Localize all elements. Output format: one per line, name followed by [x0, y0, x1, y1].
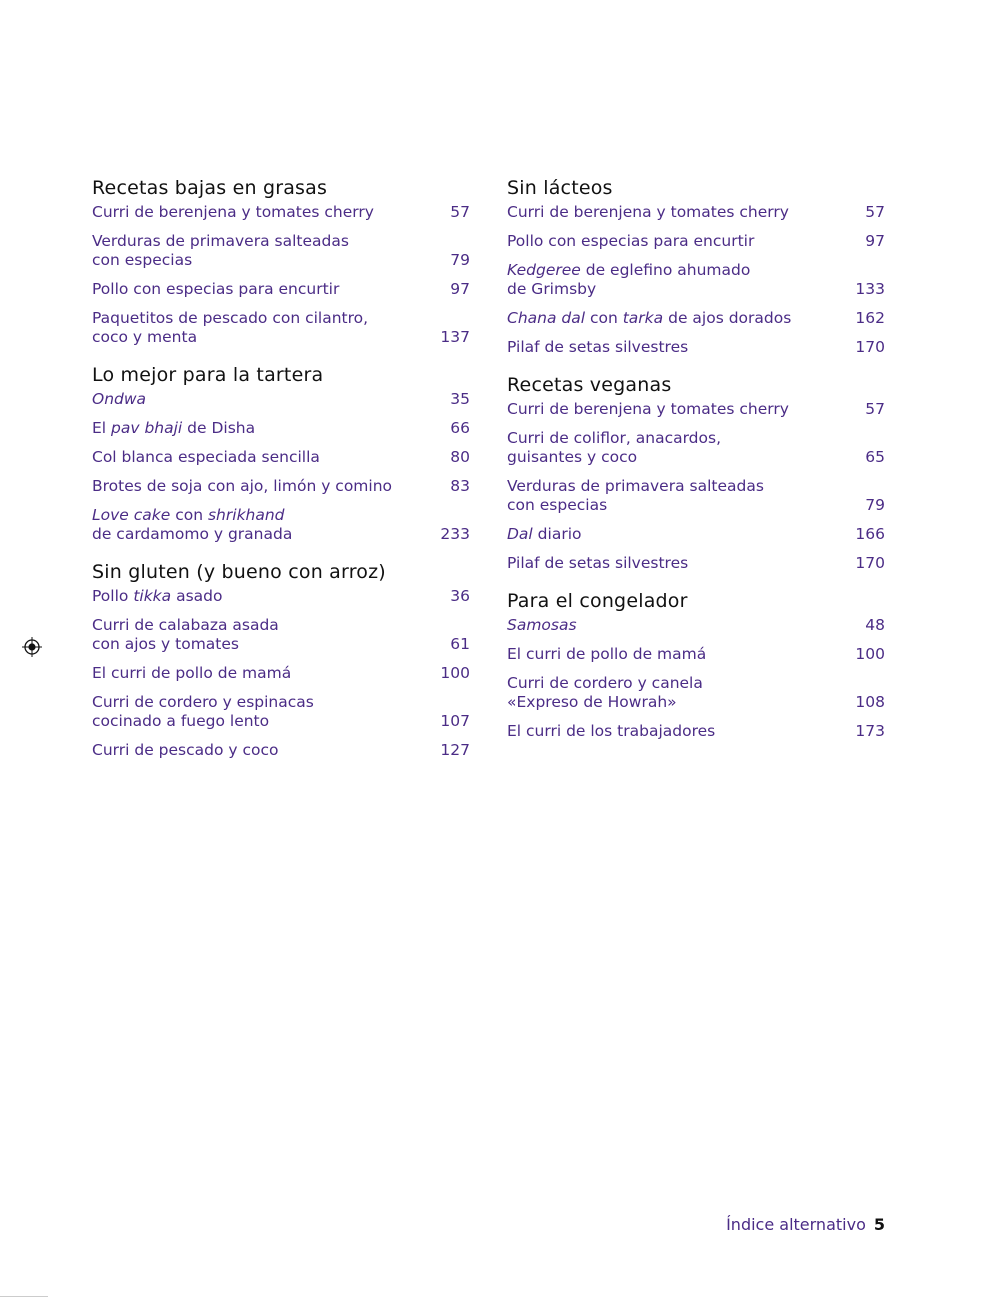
- entry-title-part: Curri de berenjena y tomates cherry: [507, 203, 789, 221]
- entry-page-number: 35: [450, 390, 470, 408]
- entry-page-number: 48: [865, 616, 885, 634]
- entry-page-number: 100: [855, 645, 885, 663]
- entry-title: [507, 338, 855, 357]
- entry-title-part: Curri de cordero y espinacas cocinado a fuego lento: [92, 693, 314, 730]
- entry-title-part: Curri de calabaza asada con ajos y tomates: [92, 616, 279, 653]
- entry-title-part: Col blanca especiada sencilla: [92, 448, 320, 466]
- entry-title-italic-part: pav bhaji: [111, 419, 183, 437]
- entry-title: [92, 587, 450, 606]
- index-entry: [507, 525, 885, 544]
- entry-title-part: Pollo con especias para encurtir: [507, 232, 755, 250]
- entry-title: [507, 261, 855, 299]
- entry-title-italic-part: Ondwa: [92, 390, 147, 408]
- entry-page-number: 133: [855, 280, 885, 298]
- section-title: Para el congelador: [507, 590, 688, 612]
- entry-title-part: Verduras de primavera salteadas con especias: [507, 477, 764, 514]
- index-entry: [507, 429, 885, 467]
- index-entry: [92, 419, 470, 438]
- entry-title-part: de ajos dorados: [663, 309, 792, 327]
- entry-title-italic-part: tikka: [133, 587, 172, 605]
- entry-page-number: 80: [450, 448, 470, 466]
- entry-title-part: con: [585, 309, 623, 327]
- entry-page-number: 97: [865, 232, 885, 250]
- entry-title-part: El curri de pollo de mamá: [92, 664, 292, 682]
- entry-page-number: 36: [450, 587, 470, 605]
- entry-title-part: Brotes de soja con ajo, limón y comino: [92, 477, 393, 495]
- entry-page-number: 137: [440, 328, 470, 346]
- entry-title-part: Curri de pescado y coco: [92, 741, 279, 759]
- right-column: [507, 174, 885, 755]
- entry-title: [92, 448, 450, 467]
- registration-mark-icon: [22, 637, 42, 657]
- entry-title-part: Curri de cordero y canela «Expreso de Howrah»: [507, 674, 703, 711]
- entry-page-number: 65: [865, 448, 885, 466]
- index-entry: [92, 280, 470, 299]
- entry-title-italic-part: Dal: [507, 525, 533, 543]
- entry-title: [92, 390, 450, 409]
- entry-title: [507, 645, 855, 664]
- entry-title-part: El curri de los trabajadores: [507, 722, 716, 740]
- entry-page-number: 57: [865, 400, 885, 418]
- index-entry: [507, 554, 885, 573]
- entry-page-number: 108: [855, 693, 885, 711]
- entry-title: [92, 693, 440, 731]
- index-entry: [92, 616, 470, 654]
- entry-page-number: 170: [855, 338, 885, 356]
- entry-title-part: Pilaf de setas silvestres: [507, 338, 689, 356]
- index-section: [92, 361, 470, 544]
- section-title: Recetas veganas: [507, 374, 672, 396]
- entry-title-italic-part: shrikhand: [207, 506, 285, 524]
- index-entry: [507, 338, 885, 357]
- entry-title-part: de Disha: [182, 419, 256, 437]
- index-section: [92, 558, 470, 760]
- index-entry: [92, 477, 470, 496]
- index-entry: [92, 309, 470, 347]
- entry-title: [92, 309, 440, 347]
- entry-page-number: 83: [450, 477, 470, 495]
- index-section: [92, 174, 470, 347]
- entry-title-italic-part: Kedgeree: [507, 261, 581, 279]
- entry-title: [92, 741, 440, 760]
- index-entry: [507, 645, 885, 664]
- index-entry: [92, 203, 470, 222]
- entry-title-italic-part: tarka: [622, 309, 664, 327]
- index-entry: [92, 232, 470, 270]
- entry-title-part: Curri de coliflor, anacardos, guisantes y coco: [507, 429, 722, 466]
- footer-label: Índice alternativo: [726, 1215, 866, 1234]
- entry-page-number: 57: [865, 203, 885, 221]
- index-entry: [507, 616, 885, 635]
- entry-page-number: 97: [450, 280, 470, 298]
- section-title: Sin gluten (y bueno con arroz): [92, 561, 386, 583]
- index-section: [507, 587, 885, 741]
- entry-page-number: 107: [440, 712, 470, 730]
- entry-page-number: 66: [450, 419, 470, 437]
- section-title: Recetas bajas en grasas: [92, 177, 328, 199]
- index-entry: [507, 400, 885, 419]
- entry-title-part: con: [170, 506, 208, 524]
- entry-page-number: 166: [855, 525, 885, 543]
- entry-title-part: de eglefino ahumado de Grimsby: [507, 261, 751, 298]
- page-footer: [726, 1214, 885, 1236]
- index-entry: [92, 664, 470, 683]
- entry-title: [507, 722, 855, 741]
- entry-title: [507, 674, 855, 712]
- entry-title-part: El: [92, 419, 112, 437]
- entry-title-part: asado: [171, 587, 223, 605]
- entry-page-number: 61: [450, 635, 470, 653]
- index-entry: [92, 741, 470, 760]
- entry-title-part: Pollo: [92, 587, 134, 605]
- entry-title-part: Curri de berenjena y tomates cherry: [92, 203, 374, 221]
- left-column: [92, 174, 470, 774]
- crop-line: [0, 1296, 48, 1297]
- index-entry: [92, 587, 470, 606]
- entry-title-part: Verduras de primavera salteadas con especias: [92, 232, 349, 269]
- entry-title: [92, 280, 450, 299]
- entry-page-number: 162: [855, 309, 885, 327]
- section-title: Sin lácteos: [507, 177, 613, 199]
- entry-title: [92, 232, 450, 270]
- page-number: 5: [873, 1215, 885, 1234]
- entry-page-number: 79: [865, 496, 885, 514]
- entry-title-italic-part: Love cake: [92, 506, 171, 524]
- index-section: [507, 371, 885, 573]
- entry-title: [507, 309, 855, 328]
- index-entry: [92, 506, 470, 544]
- entry-title: [507, 477, 865, 515]
- entry-title: [507, 554, 855, 573]
- entry-page-number: 79: [450, 251, 470, 269]
- index-entry: [507, 232, 885, 251]
- entry-page-number: 127: [440, 741, 470, 759]
- entry-title-part: El curri de pollo de mamá: [507, 645, 707, 663]
- entry-title: [507, 232, 865, 251]
- entry-title: [92, 203, 450, 222]
- entry-title-part: Pilaf de setas silvestres: [507, 554, 689, 572]
- index-entry: [507, 309, 885, 328]
- entry-title: [92, 477, 450, 496]
- index-entry: [507, 477, 885, 515]
- entry-title-part: Pollo con especias para encurtir: [92, 280, 340, 298]
- entry-page-number: 57: [450, 203, 470, 221]
- entry-title-part: de cardamomo y granada: [92, 525, 293, 543]
- entry-page-number: 100: [440, 664, 470, 682]
- entry-title: [507, 400, 865, 419]
- entry-title: [507, 525, 855, 544]
- entry-title-part: diario: [532, 525, 582, 543]
- index-entry: [507, 261, 885, 299]
- entry-title-part: Curri de berenjena y tomates cherry: [507, 400, 789, 418]
- entry-title: [92, 664, 440, 683]
- entry-page-number: 233: [440, 525, 470, 543]
- index-entry: [507, 674, 885, 712]
- entry-title: [92, 419, 450, 438]
- index-entry: [92, 448, 470, 467]
- entry-title: [92, 506, 440, 544]
- entry-page-number: 173: [855, 722, 885, 740]
- index-section: [507, 174, 885, 357]
- entry-title: [507, 616, 865, 635]
- index-entry: [507, 722, 885, 741]
- section-title: Lo mejor para la tartera: [92, 364, 324, 386]
- entry-page-number: 170: [855, 554, 885, 572]
- entry-title-part: Paquetitos de pescado con cilantro, coco y menta: [92, 309, 369, 346]
- index-entry: [92, 390, 470, 409]
- entry-title-italic-part: Samosas: [507, 616, 577, 634]
- entry-title: [92, 616, 450, 654]
- entry-title: [507, 429, 865, 467]
- entry-title-italic-part: Chana dal: [507, 309, 586, 327]
- index-entry: [92, 693, 470, 731]
- index-entry: [507, 203, 885, 222]
- entry-title: [507, 203, 865, 222]
